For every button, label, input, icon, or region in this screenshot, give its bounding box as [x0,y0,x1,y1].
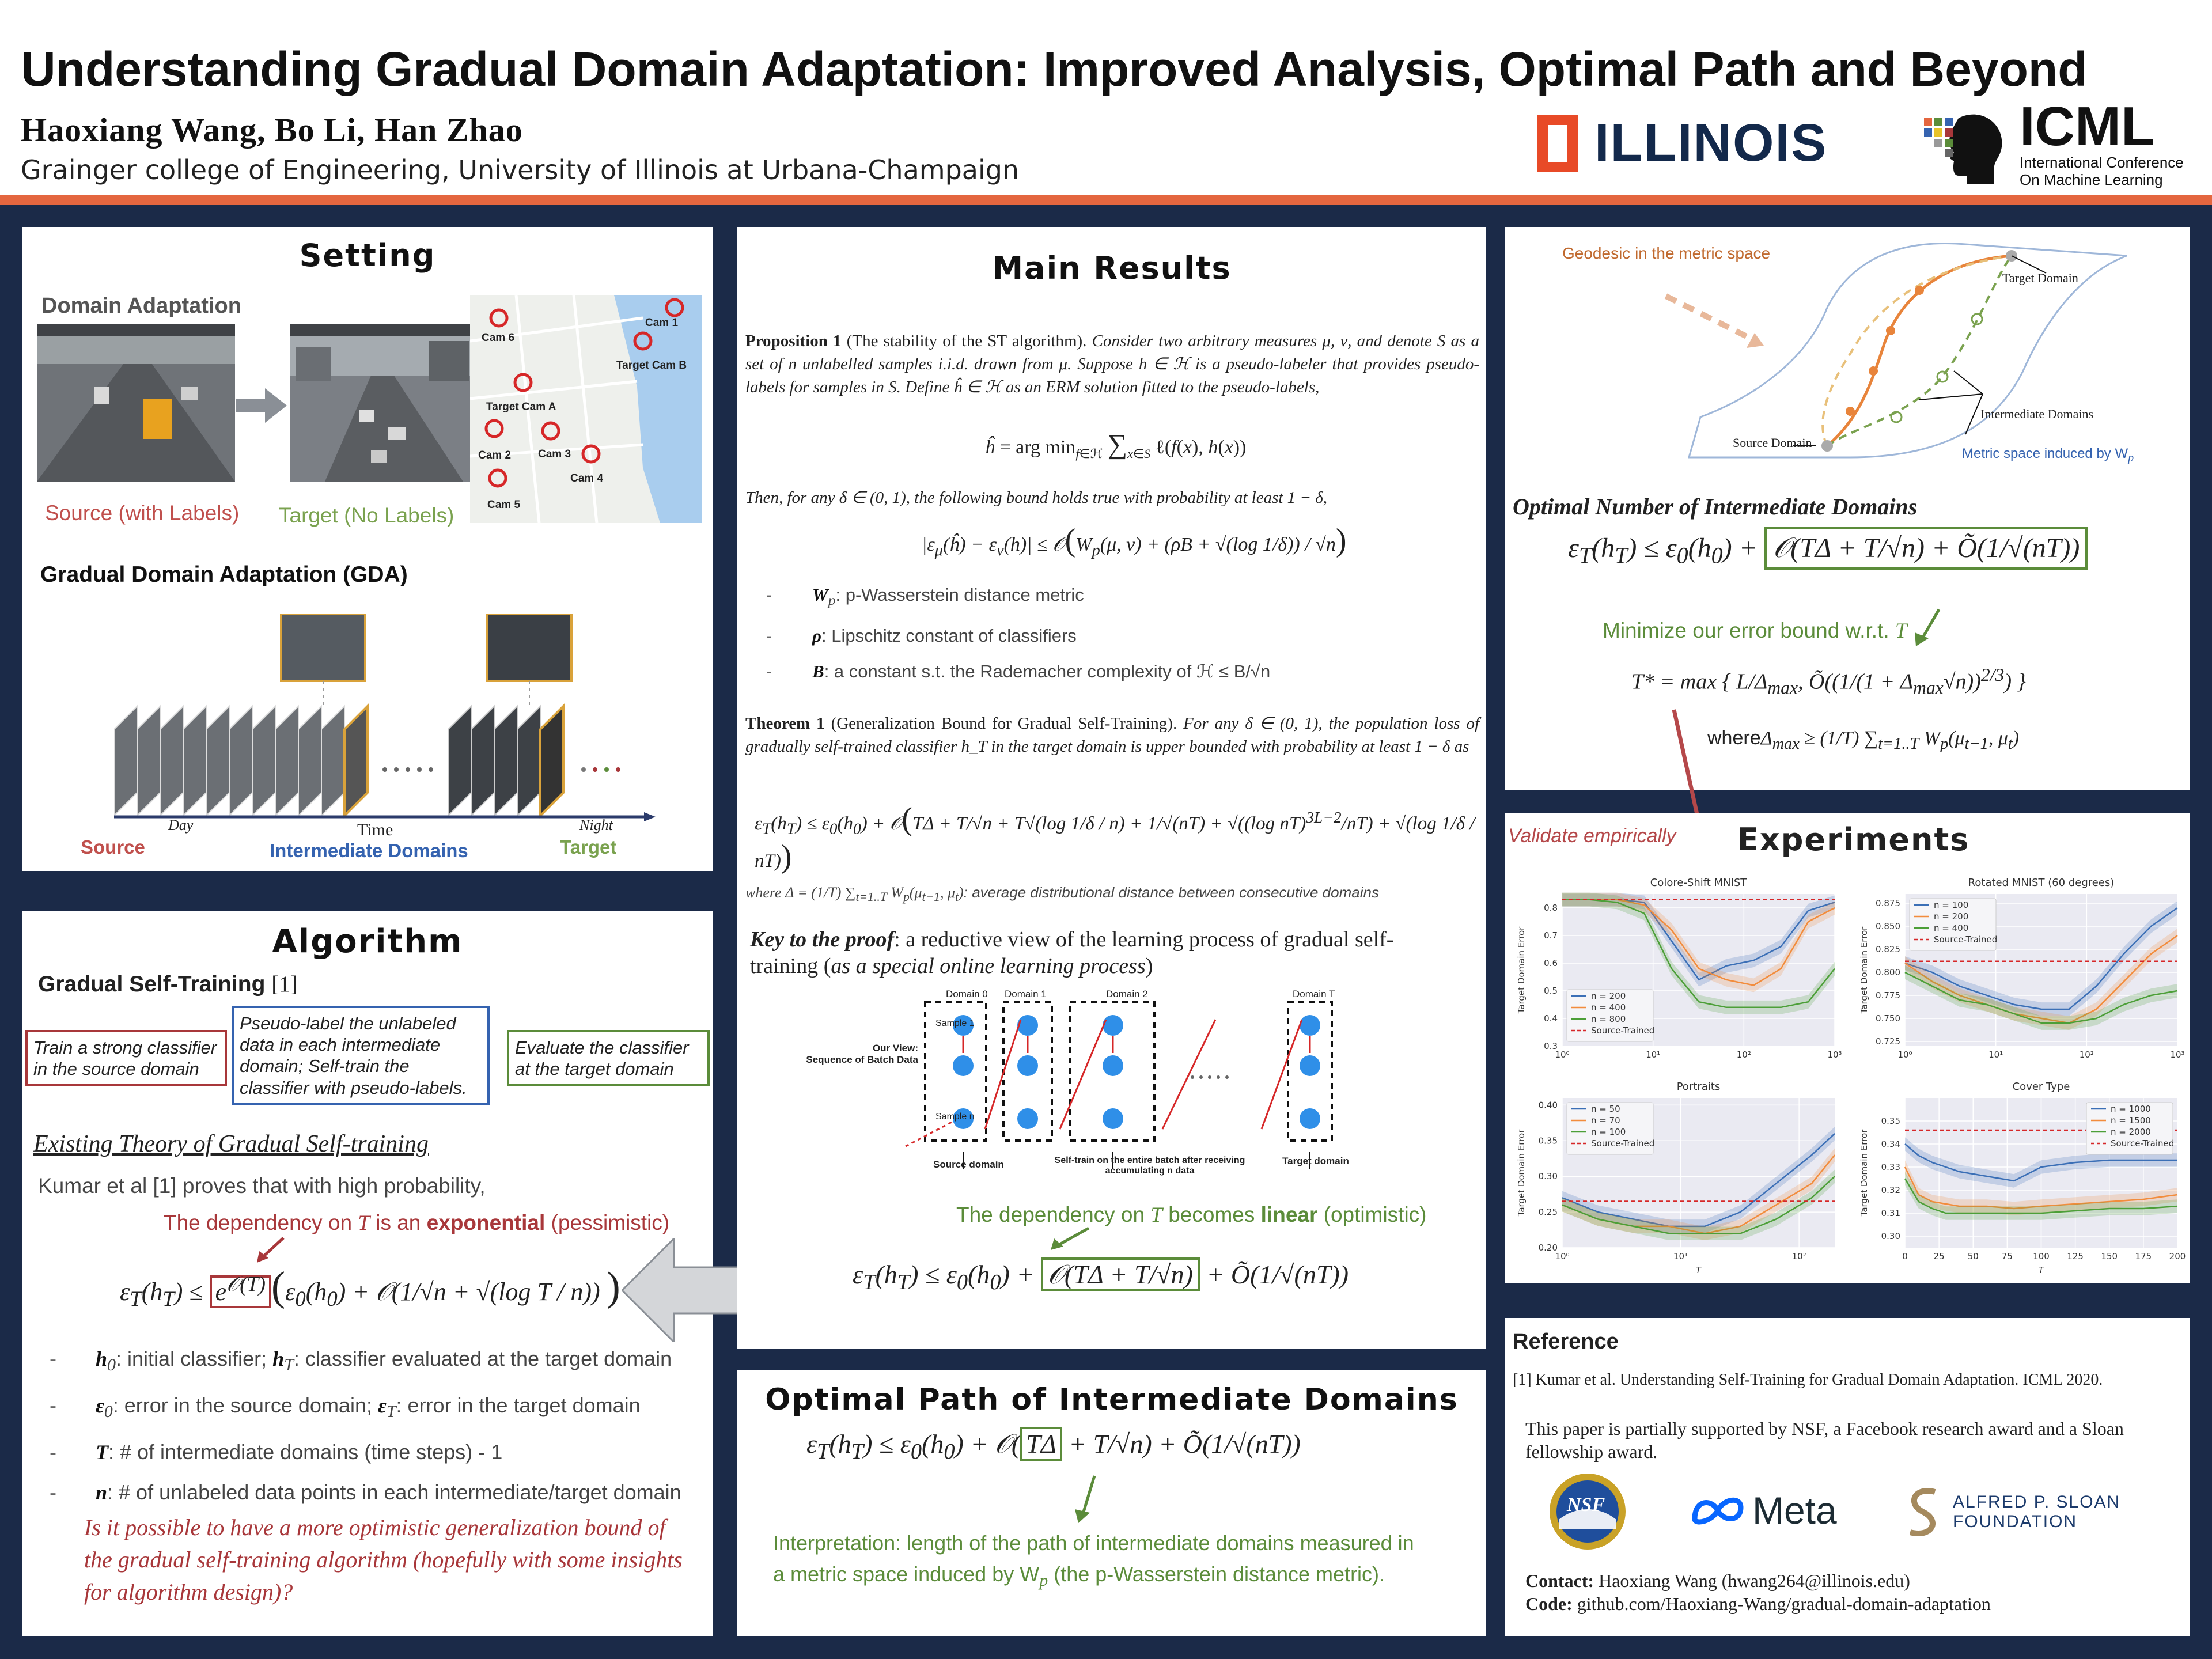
time-label: Time [357,820,393,839]
cam-label: Target Cam A [486,401,556,413]
y-tick-label: 0.35 [1881,1116,1900,1126]
legend-label: n = 1000 [2111,1104,2151,1114]
sloan-line-2: FOUNDATION [1953,1512,2078,1531]
sloan-s-icon [1903,1486,1944,1538]
setting-title: Setting [299,237,436,274]
dep-bold: exponential [426,1211,546,1234]
x-tick-label: 10² [1736,1050,1751,1060]
illinois-wordmark: ILLINOIS [1594,113,1828,172]
authors: Haoxiang Wang, Bo Li, Han Zhao [21,111,523,149]
legend-label: n = 100 [1934,900,1969,910]
y-tick-label: 0.35 [1538,1135,1558,1146]
x-tick-label: 125 [2067,1251,2084,1262]
legend-label: n = 800 [1591,1014,1626,1024]
experiments-title: Experiments [1737,821,1970,858]
target-domain-label: Target Domain [2002,271,2078,285]
x-tick-label: 10¹ [1646,1050,1661,1060]
domain-T-label: Domain T [1293,988,1335,999]
notation-item: - n: # of unlabeled data points in each intermediate/target domain [50,1472,681,1513]
intermediate-domains-label: Intermediate Domains [1980,407,2094,421]
algorithm-panel [22,911,713,1636]
optimal-path-formula: $\varepsilon_T(h_T) \le \varepsilon_0(h_0)$ + 𝒪( TΔ + T/√n) + Õ(1/√(nT)) [806,1429,1301,1464]
x-tick-label: 10⁰ [1897,1050,1912,1060]
day-label: Day [168,817,194,834]
legend-label: Source-Trained [1591,1025,1655,1036]
prop-notation-item: - ρ: Lipschitz constant of classifiers [766,618,1270,654]
x-tick-label: 25 [1933,1251,1945,1262]
key-italic: as a special online learning process [831,954,1146,978]
legend-label: Source-Trained [1591,1138,1655,1149]
where-delta: where Δ = (1/T) $\sum_{t=1..T}$ $W_p(\mu_{t-1}$, $\mu_t$): average distributional distance between consecutive domains [745,884,1379,904]
gst-label: Gradual Self-Training [38,972,266,997]
algorithm-subheading [38,971,298,997]
target-camera-image [290,324,475,482]
x-tick-label: 10³ [1827,1050,1842,1060]
domain-adaptation-heading: Domain Adaptation [41,294,241,318]
interpretation-text: Interpretation: length of the path of intermediate domains measured in a metric space induced by $W_p$ (the p-Wasserstein distance metric). [773,1531,1414,1590]
source-caption: Source (with Labels) [45,501,240,525]
x-tick-label: 10¹ [1988,1050,2003,1060]
thm-name: (Generalization Bound for Gradual Self-Training). [831,714,1177,733]
x-tick-label: 10⁰ [1555,1050,1570,1060]
x-tick-label: 0 [1902,1251,1908,1262]
domain-1-label: Domain 1 [1005,988,1047,999]
chart-rotated-mnist [1847,869,2190,1071]
erm-formula: ĥ = arg $\min_{f\in ℋ} \sum_{x\in S}$ ℓ(f(x), h(x)) [985,429,1247,461]
optimal-path-panel [737,1370,1486,1636]
t-star-formula: T* = max { $L/\Delta_{max}$, Õ((1/(1 + $\Delta_{max}√n))^{2/3}$) } [1631,665,2026,698]
cam-label: Target Cam B [616,359,687,372]
support-text: This paper is partially supported by NSF, a Facebook research award and a Sloan fellowship award. [1525,1418,2124,1462]
x-tick-label: 200 [2169,1251,2186,1262]
x-tick-label: 10² [2079,1050,2094,1060]
target-label: Target [560,836,617,858]
y-tick-label: 0.3 [1544,1041,1558,1051]
y-tick-label: 0.850 [1876,921,1900,931]
y-tick-label: 0.725 [1876,1036,1900,1047]
research-question: Is it possible to have a more optimistic generalization bound of the gradual self-training algorithm (hopefully with some insights for algorithm design)? [84,1514,683,1605]
y-tick-label: 0.5 [1544,986,1558,996]
prop-label: Proposition 1 [745,332,842,350]
dep-suffix: (pessimistic) [545,1211,670,1234]
x-tick-label: 10³ [2170,1050,2185,1060]
legend-label: n = 100 [1591,1127,1626,1137]
sloan-line-1: ALFRED P. SLOAN [1953,1493,2121,1512]
cam-label: Cam 4 [570,472,604,484]
cam-label: Cam 6 [482,332,515,344]
poster-header [0,0,2212,195]
prop-notation-item: - B: a constant s.t. the Rademacher complexity of ℋ ≤ B/√n [766,654,1270,690]
step-box-evaluate: Evaluate the classifier at the target domain [507,1030,710,1086]
y-tick-label: 0.4 [1544,1013,1558,1024]
x-tick-label: 100 [2033,1251,2050,1262]
y-tick-label: 0.32 [1881,1185,1900,1195]
linear-dependency-note: The dependency on T becomes linear (optimistic) [956,1203,1427,1227]
interp-arrow-icon [1071,1474,1106,1525]
then-text: Then, for any δ ∈ (0, 1), the following bound holds true with probability at least 1 − δ, [745,488,1327,507]
meta-logo [1689,1488,1837,1532]
main-results-panel [737,227,1486,1349]
y-axis-label: Target Domain Error [1516,1129,1527,1217]
icml-head-icon [1918,101,2010,187]
x-tick-label: 150 [2101,1251,2118,1262]
reference-title: Reference [1513,1330,1619,1354]
source-domain-label: Source Domain [1733,435,1812,450]
poster-title: Understanding Gradual Domain Adaptation: Improved Analysis, Optimal Path and Beyond [21,42,2088,96]
setting-panel [22,227,713,871]
prop-notation-item: - $W_p$: p-Wasserstein distance metric [766,577,1270,618]
theorem-bound-formula: $\varepsilon_T(h_T) \le \varepsilon_0(h_0)$ + 𝒪(TΔ + T/√n + T√(log 1/δ / n) + 1/√(nT) + √((log nT)$^{3L-2}$/nT) + √(log 1/δ / nT)) [755,801,1475,874]
experiments-panel [1505,813,2190,1283]
dependency-arrow-icon [255,1235,289,1264]
cam-label: Cam 5 [487,499,521,511]
y-tick-label: 0.875 [1876,898,1900,908]
y-tick-label: 0.31 [1881,1208,1900,1218]
x-tick-label: 50 [1967,1251,1979,1262]
chart-title: Portraits [1676,1081,1721,1093]
existing-theory-heading: Existing Theory of Gradual Self-training [33,1131,429,1157]
chart-title: Cover Type [2012,1081,2070,1093]
kumar-text: Kumar et al [1] proves that with high probability, [38,1174,486,1198]
dependency-exponential-note [164,1211,669,1236]
where-label: where [1707,727,1761,749]
icml-logo [1918,96,2184,189]
domain-0-label: Domain 0 [946,988,988,999]
contact-email[interactable]: Haoxiang Wang (hwang264@illinois.edu) [1599,1570,1910,1591]
icml-subtitle-2: On Machine Learning [2020,171,2163,188]
gda-heading: Gradual Domain Adaptation (GDA) [40,562,408,587]
icml-wordmark: ICML [2020,96,2155,157]
y-tick-label: 0.775 [1876,990,1900,1001]
code-line: Code: github.com/Haoxiang-Wang/gradual-domain-adaptation [1525,1593,1991,1614]
geodesic-figure [1505,227,2190,480]
block-i-icon [1537,115,1578,172]
step-box-train: Train a strong classifier in the source domain [25,1030,227,1086]
contact-line: Contact: Haoxiang Wang (hwang264@illinois.edu) [1525,1570,1910,1591]
sample-n-label: Sample n [935,1112,975,1122]
code-link[interactable]: github.com/Haoxiang-Wang/gradual-domain-adaptation [1577,1593,1991,1614]
legend-label: n = 70 [1591,1115,1620,1126]
key-end: ) [1145,954,1153,978]
legend-label: Source-Trained [1934,934,1998,945]
target-caption: Target (No Labels) [279,503,454,527]
prop-text: Consider two arbitrary measures μ, ν, and denote S as a set of n unlabelled samples i.i.d. drawn from μ. Suppose h ∈ ℋ is a pseudo-labeler that provides pseudo-labels for samples in S. Define ĥ ∈ ℋ as an ERM solution fitted to the pseudo-labels, [745,332,1479,396]
algorithm-title: Algorithm [272,923,463,960]
proposition-1 [745,329,1479,399]
step-box-pseudo-label: Pseudo-label the unlabeled data in each intermediate domain; Self-train the classifier with pseudo-labels. [232,1006,490,1105]
meta-infinity-icon [1689,1493,1747,1528]
illinois-logo [1537,113,1827,173]
notation-item: - $h_0$: initial classifier; $h_T$: classifier evaluated at the target domain [50,1339,681,1385]
cam-label: Cam 3 [538,448,571,460]
domain-2-label: Domain 2 [1106,988,1148,999]
optimal-number-formula: $\varepsilon_T(h_T) \le \varepsilon_0(h_0)$ + 𝒪(TΔ + T/√n) + Õ(1/√(nT)) [1568,532,2088,569]
sloan-logo [1903,1486,2120,1538]
minimize-arrow-icon [1910,607,1945,647]
y-tick-label: 0.6 [1544,958,1558,968]
thm-label: Theorem 1 [745,714,825,733]
key-bold: Key to the proof [750,927,895,952]
y-axis-label: Target Domain Error [1516,926,1527,1014]
target-domain-label: Target domain [1282,1156,1349,1166]
validate-label: Validate empirically [1508,825,1676,847]
main-results-title: Main Results [992,250,1232,286]
y-tick-label: 0.825 [1876,944,1900,955]
night-label: Night [579,817,613,834]
dep-mid: is an [369,1211,427,1234]
source-label: Source [81,836,145,858]
dep-T: T [358,1211,370,1235]
key-to-proof [750,926,1441,979]
x-axis-label: T [1695,1265,1702,1275]
y-tick-label: 0.750 [1876,1013,1900,1024]
intermediate-label: Intermediate Domains [270,840,468,861]
sample-1-label: Sample 1 [935,1018,975,1028]
linear-arrow-icon [1048,1224,1094,1252]
dep-prefix: The dependency on [164,1211,358,1234]
chart-colore-shift-mnist [1505,869,1847,1071]
x-tick-label: 75 [2001,1251,2013,1262]
optimal-number-heading: Optimal Number of Intermediate Domains [1513,494,1918,520]
y-tick-label: 0.7 [1544,930,1558,941]
where-text: : average distributional distance between consecutive domains [963,884,1379,901]
legend-label: n = 200 [1591,991,1626,1001]
our-view-label [786,1043,918,1066]
nsf-logo-text: NSF [1567,1494,1605,1516]
gst-ref: [1] [271,972,298,997]
legend-label: n = 200 [1934,911,1969,922]
chart-title: Rotated MNIST (60 degrees) [1968,877,2115,889]
y-tick-label: 0.30 [1881,1231,1900,1241]
sequence-label: Sequence of Batch Data [806,1054,918,1065]
y-tick-label: 0.30 [1538,1171,1558,1182]
arrow-icon [236,388,288,423]
legend-label: n = 400 [1934,923,1969,933]
cam-label: Cam 2 [478,449,512,461]
map-pin-markers [470,295,702,523]
y-tick-label: 0.40 [1538,1100,1558,1111]
notation-item: - $\varepsilon_0$: error in the source domain; $\varepsilon_T$: error in the target domain [50,1385,681,1432]
y-axis-label: Target Domain Error [1859,1129,1869,1217]
prop-name: (The stability of the ST algorithm). [846,332,1087,350]
gda-frames-figure [114,614,656,821]
y-tick-label: 0.20 [1538,1243,1558,1253]
y-axis-label: Target Domain Error [1859,926,1869,1014]
geodesic-label: Geodesic in the metric space [1562,244,1771,262]
our-view: Our View: [872,1043,918,1054]
chart-title: Colore-Shift MNIST [1650,877,1747,889]
thm-text: For any δ ∈ (0, 1), the population loss of gradually self-trained classifier h_T in the target domain is upper bounded with probability at least 1 − δ as [745,714,1480,756]
legend-label: n = 2000 [2111,1127,2151,1137]
y-tick-label: 0.25 [1538,1207,1558,1218]
notation-list [50,1339,681,1513]
header-rule [0,195,2212,205]
y-tick-label: 0.800 [1876,967,1900,978]
affiliation: Grainger college of Engineering, University of Illinois at Urbana-Champaign [21,154,1020,185]
self-train-label: Self-train on the entire batch after receiving accumulating n data [1054,1156,1245,1176]
key-text: : a reductive view of the learning process of gradual self-training ( [750,927,1394,978]
prop-notation-list [766,577,1270,690]
stability-bound-formula: $|\varepsilon_\mu(ĥ) - \varepsilon_\nu(h)|$ ≤ $𝒪(W_p(\mu$, ν) + (ρB + √(log 1/δ)) / √n) [922,522,1347,559]
meta-wordmark: Meta [1752,1489,1837,1532]
chart-cover-type [1847,1073,2190,1283]
icml-subtitle-1: International Conference [2020,154,2184,171]
theorem-1 [745,712,1479,758]
cam-label: Cam 1 [645,317,679,329]
x-tick-label: 10¹ [1673,1251,1688,1262]
optimal-path-title: Optimal Path of Intermediate Domains [765,1382,1459,1417]
reference-item: [1] Kumar et al. Understanding Self-Training for Gradual Domain Adaptation. ICML 2020. [1513,1371,2103,1389]
legend-label: n = 400 [1591,1002,1626,1013]
kumar-bound-formula: $\varepsilon_T(h_T) \le e^{𝒪(T)}$ ($\varepsilon_0(h_0)$ + 𝒪(1/√n + √(log T / n)) ) [120,1263,620,1310]
metric-space-label: Metric space induced by $W_p$ [1962,446,2134,464]
source-camera-image [37,324,235,482]
delta-max-formula: whereΔ$_{max}$ ≥ (1/T) $\sum_{t=1..T}$ $W_p(\mu_{t-1}$, $\mu_t$) [1707,727,2020,753]
y-tick-label: 0.34 [1881,1139,1900,1149]
x-axis-label: T [2038,1265,2044,1275]
legend-label: n = 1500 [2111,1115,2151,1126]
legend-label: Source-Trained [2111,1138,2175,1149]
legend-label: n = 50 [1591,1104,1620,1114]
new-bound-formula: $\varepsilon_T(h_T) \le \varepsilon_0(h_0)$ + 𝒪(TΔ + T/√n) + Õ(1/√(nT)) [853,1259,1349,1295]
reference-panel [1505,1318,2190,1636]
chart-portraits [1505,1073,1847,1283]
source-domain-label: Source domain [933,1159,1004,1170]
notation-item: - T: # of intermediate domains (time steps) - 1 [50,1432,681,1472]
x-tick-label: 10² [1791,1251,1806,1262]
x-tick-label: 10⁰ [1555,1251,1570,1262]
geodesic-panel [1505,227,2190,790]
minimize-text: Minimize our error bound w.r.t. T [1603,619,1907,643]
y-tick-label: 0.8 [1544,903,1558,913]
y-tick-label: 0.33 [1881,1162,1900,1172]
x-tick-label: 175 [2135,1251,2152,1262]
